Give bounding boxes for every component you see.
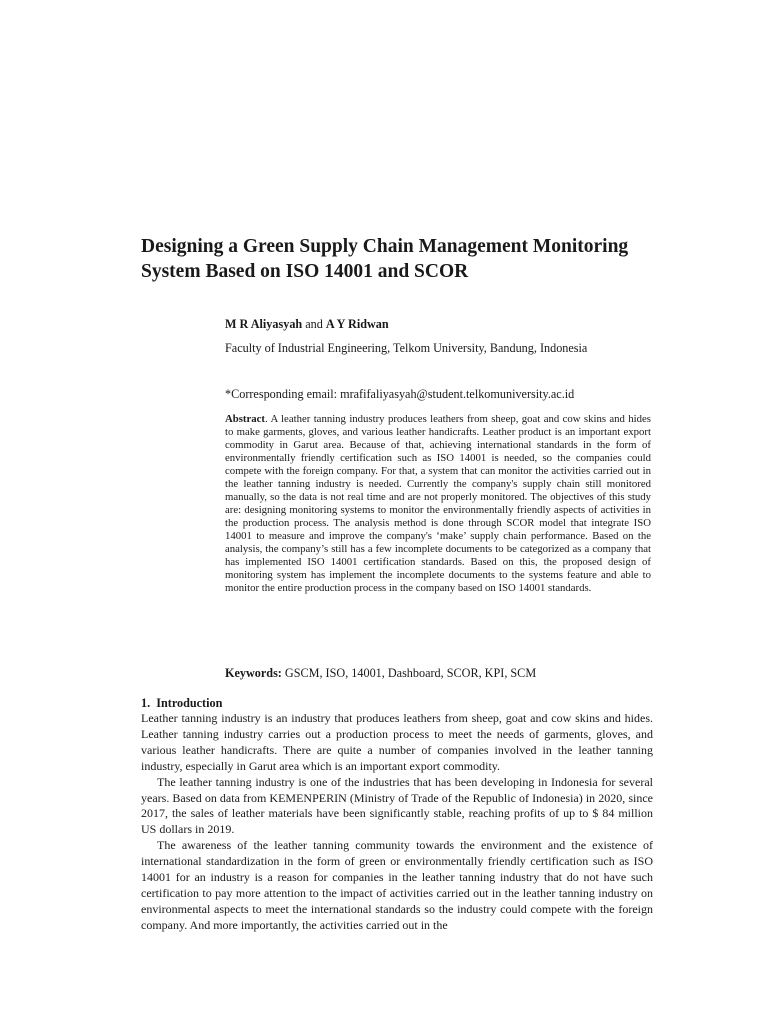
keywords xyxy=(225,665,655,681)
author-line xyxy=(225,316,655,332)
body-paragraph: The leather tanning industry is one of the industries that has been developing in Indonesia for several years. Based on data from KEMENPERIN (Ministry of Trade of the Republic of Indonesia) in 2020, since 2017, the sales of leather materials have been significantly stable, reaching profits of up to $ 84 million US dollars in 2019. xyxy=(141,774,653,837)
body-paragraph: Leather tanning industry is an industry that produces leathers from sheep, goat and cow skins and hides. Leather tanning industry carries out a production process to meet the needs of garments, gloves, and various leather handicrafts. There are quite a number of companies involved in the leather tanning industry, especially in Garut area which is an important export commodity. xyxy=(141,711,653,773)
abstract-text: . A leather tanning industry produces leathers from sheep, goat and cow skins and hides to make garments, gloves, and various leather handicrafts. Leather product is an important export commodity in Garut area. Because of that, achieving international standards in the form of environmentally friendly certification such as ISO 14001 is needed, so the companies could compete with the foreign company. For that, a system that can monitor the activities carried out in the leather tanning industry is needed. Currently the company's supply chain still monitored manually, so the data is not real time and are not properly monitored. The objectives of this study are: designing monitoring systems to monitor the environmentally friendly aspects of activities in the production process. The analysis method is done through SCOR model that integrate ISO 14001 to measure and improve the company's ‘make’ supply chain performance. Based on the analysis, the company’s still has a few incomplete documents to be categorized as a company that has implemented ISO 14001 certification standards. Based on this, the proposed design of monitoring system has implement the incomplete documents to the systems feature and able to monitor the entire production process in the company based on ISO 14001 standards. xyxy=(225,413,651,594)
corresponding-email: *Corresponding email: mrafifaliyasyah@student.telkomuniversity.ac.id xyxy=(225,387,575,401)
author-name: M R Aliyasyah xyxy=(225,317,303,331)
introduction-body xyxy=(141,711,653,934)
keywords-label: Keywords: xyxy=(225,666,282,680)
author-name: A Y Ridwan xyxy=(325,317,389,331)
abstract-label: Abstract xyxy=(225,413,266,425)
body-paragraph: The awareness of the leather tanning community towards the environment and the existence of international standardization in the form of green or environmentally friendly certification such as ISO 14001 for an industry is a reason for companies in the leather tanning industry that do not have such certification to pay more attention to the impact of activities carried out in the leather tanning industry on environmental aspects to meet the international standards so the industry could compete with the foreign company. And more importantly, the activities carried out in the xyxy=(141,838,653,932)
abstract xyxy=(225,413,651,595)
keywords-text: GSCM, ISO, 14001, Dashboard, SCOR, KPI, SCM xyxy=(281,666,537,680)
author-connector: and xyxy=(302,317,326,331)
section-heading-introduction: 1. Introduction xyxy=(141,696,223,710)
affiliation: Faculty of Industrial Engineering, Telkom University, Bandung, Indonesia xyxy=(225,341,588,355)
paper-title: Designing a Green Supply Chain Management Monitoring System Based on ISO 14001 and SCOR xyxy=(141,236,629,282)
